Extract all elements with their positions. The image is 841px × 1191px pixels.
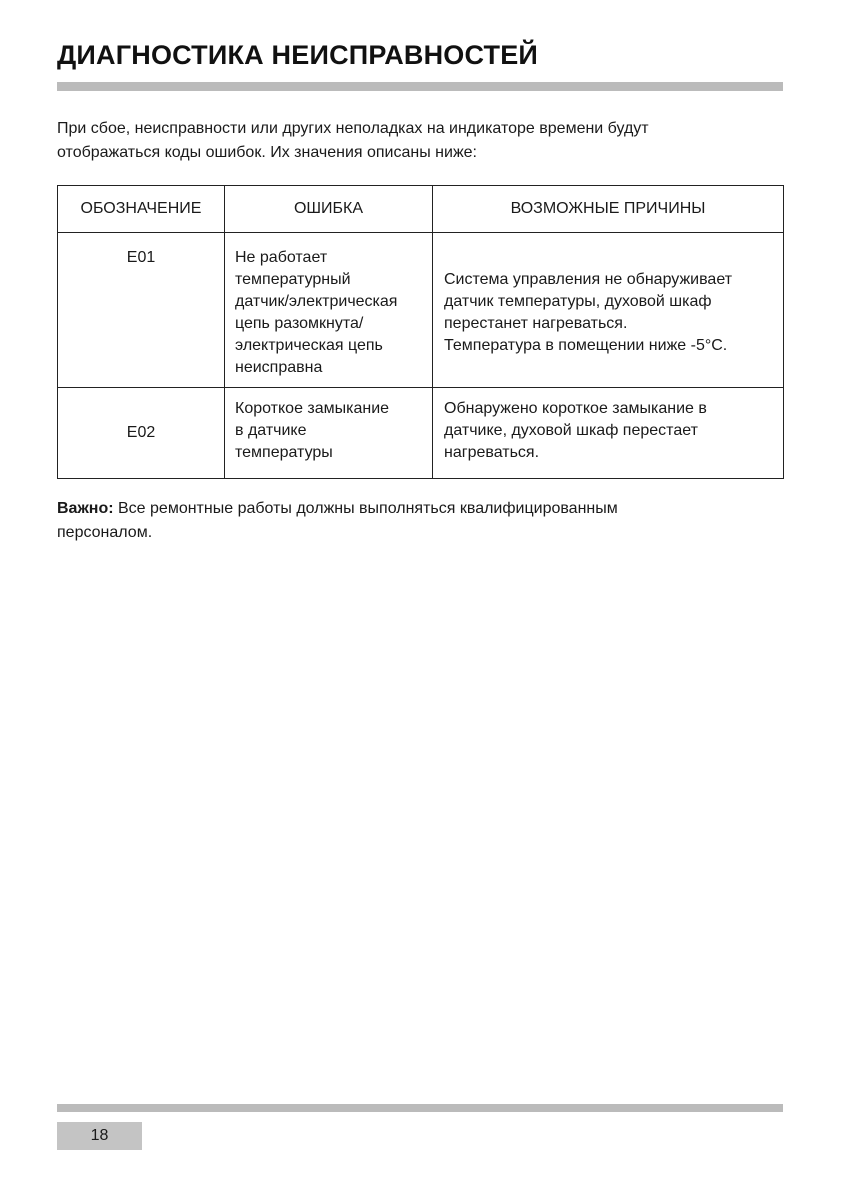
page-number: 18 [57,1122,142,1150]
header-causes: ВОЗМОЖНЫЕ ПРИЧИНЫ [433,186,784,233]
error-description: Не работает температурный датчик/электрическая цепь разомкнута/ электрическая цепь неисправна [225,233,433,388]
note-label: Важно: [57,500,114,517]
intro-paragraph: При сбое, неисправности или других неполадках на индикаторе времени будут отображаться коды ошибок. Их значения описаны ниже: [57,120,649,161]
error-cause: Обнаружено короткое замыкание в датчике, духовой шкаф перестает нагреваться. [433,388,784,479]
note-text: Все ремонтные работы должны выполняться квалифицированным персоналом. [57,500,618,541]
page-title: ДИАГНОСТИКА НЕИСПРАВНОСТЕЙ [57,40,539,70]
error-description: Короткое замыкание в датчике температуры [225,388,433,479]
header-code: ОБОЗНАЧЕНИЕ [58,186,225,233]
header-error: ОШИБКА [225,186,433,233]
error-code: E02 [58,388,225,479]
error-code: E01 [58,233,225,388]
footer-rule [57,1104,783,1112]
table-row [58,388,784,479]
title-rule [57,82,783,91]
table-header-row [58,186,784,233]
error-cause: Система управления не обнаруживает датчик температуры, духовой шкаф перестанет нагреваться. Температура в помещении ниже -5°С. [433,233,784,388]
table-row [58,233,784,388]
important-note [57,497,783,545]
error-codes-table [57,185,784,479]
